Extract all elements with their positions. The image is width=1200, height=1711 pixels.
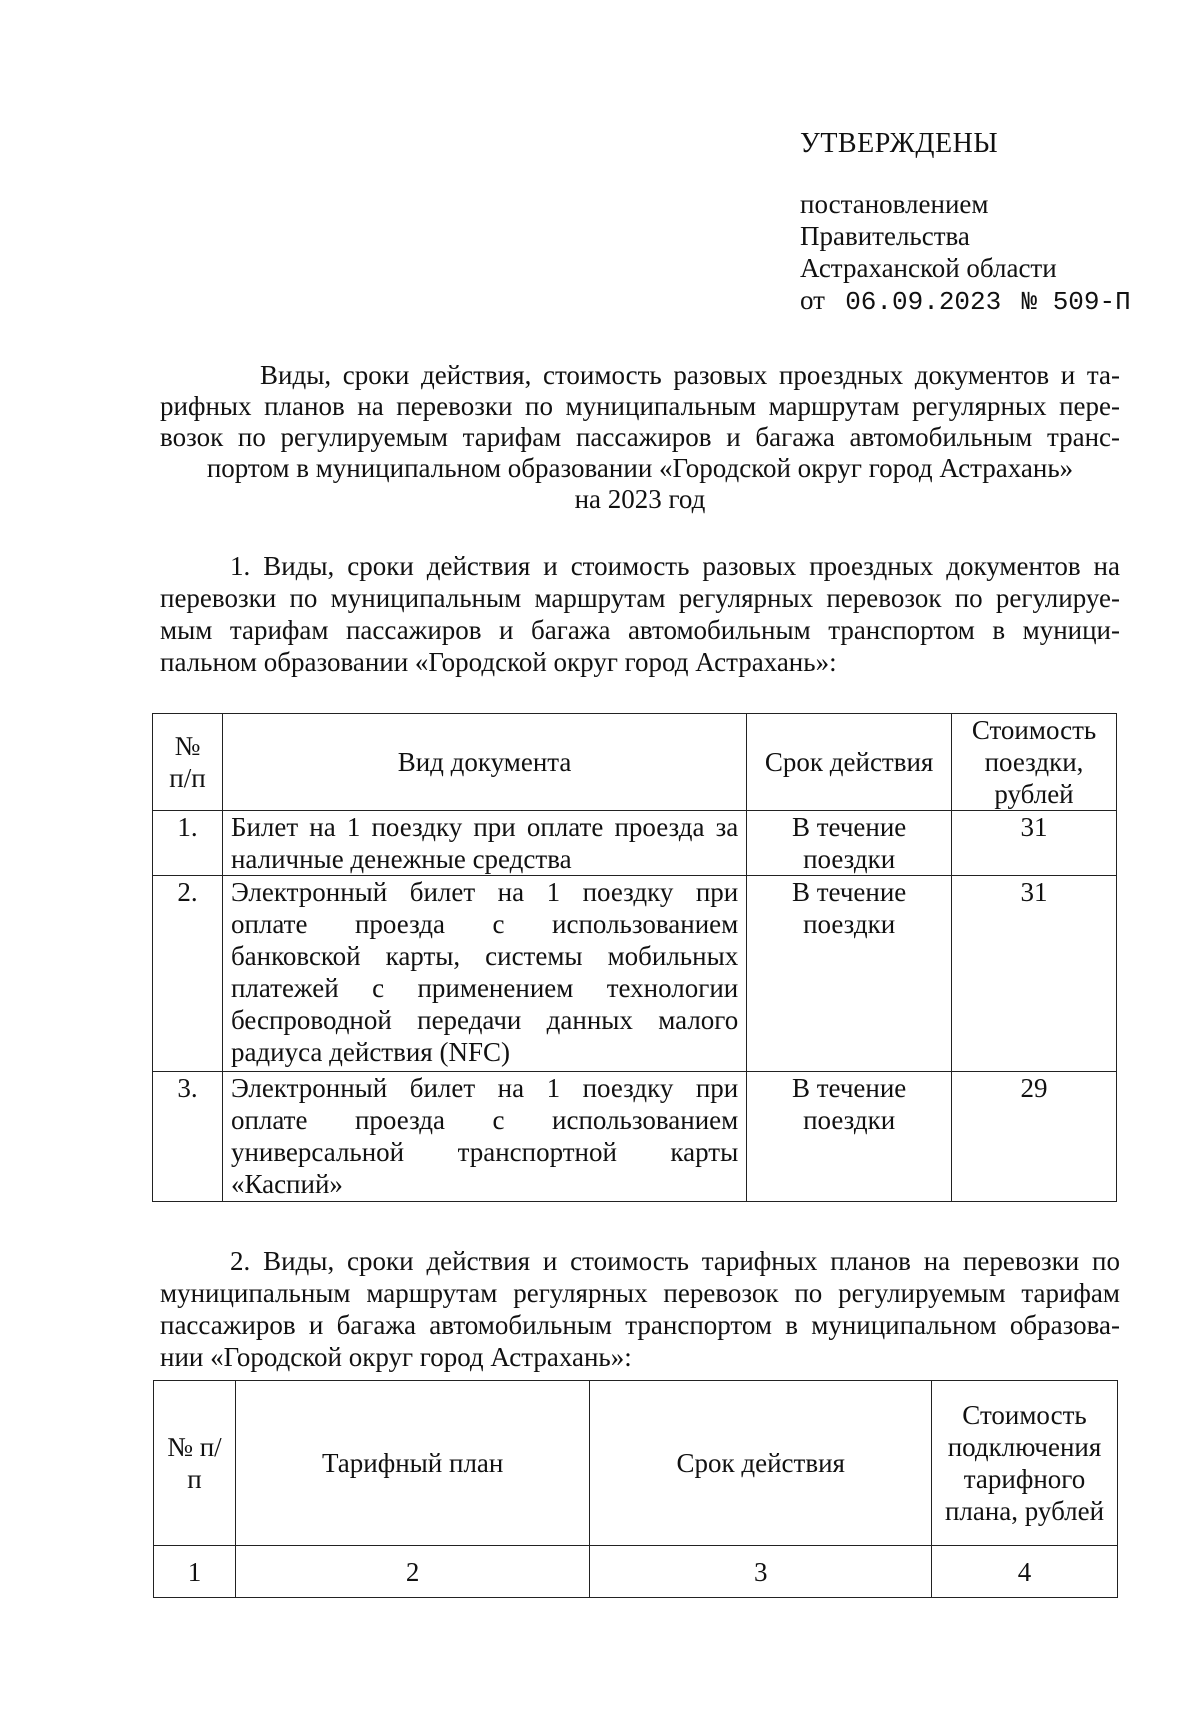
table-row xyxy=(153,1072,1117,1202)
row-document-type: Билет на 1 поездку при оплате проезда за наличные денежные средства xyxy=(222,811,746,876)
title-line-4: портом в муниципальном образовании «Городской округ город Астрахань» xyxy=(206,453,1074,483)
table-header-row xyxy=(153,714,1117,811)
single-ticket-table xyxy=(152,713,1117,1202)
row-validity: В течение поездки xyxy=(747,1072,952,1202)
section-2-paragraph xyxy=(160,1245,1120,1373)
row-cost: 31 xyxy=(952,876,1117,1072)
row-number: 2. xyxy=(153,876,223,1072)
row-document-type: Электронный билет на 1 поездку при оплате проезда с использованием банковской карты, системы мобильных платежей с применением технологии беспроводной передачи данных малого радиуса действия (NFC) xyxy=(222,876,746,1072)
header-connection-cost: Стоимость подключения тарифного плана, рублей xyxy=(932,1381,1118,1546)
header-number: № п/п xyxy=(153,714,223,811)
approval-date-line xyxy=(800,284,1131,318)
row-number: 1. xyxy=(153,811,223,876)
approval-date: 06.09.2023 xyxy=(845,287,1002,317)
table-row xyxy=(153,876,1117,1072)
section-2-line-1: 2. Виды, сроки действия и стоимость тарифных планов на перевозки по xyxy=(230,1246,1120,1276)
row-cost: 29 xyxy=(952,1072,1117,1202)
table-row xyxy=(153,811,1117,876)
approval-line-2: Правительства xyxy=(800,221,970,251)
section-1-line-2: перевозки по муниципальным маршрутам регулярных перевозок по регулируе- xyxy=(160,583,1120,613)
title-line-5: на 2023 год xyxy=(574,484,706,514)
index-cell: 3 xyxy=(590,1546,932,1598)
row-validity: В течение поездки xyxy=(747,811,952,876)
index-cell: 1 xyxy=(154,1546,236,1598)
section-1-paragraph xyxy=(160,550,1120,678)
index-cell: 4 xyxy=(932,1546,1118,1598)
title-line-1: Виды, сроки действия, стоимость разовых проездных документов и та- xyxy=(260,360,1120,390)
approval-from: от xyxy=(800,285,825,315)
row-document-type: Электронный билет на 1 поездку при оплате проезда с использованием универсальной транспортной карты «Каспий» xyxy=(222,1072,746,1202)
section-2-line-2: муниципальным маршрутам регулярных перевозок по регулируемым тарифам xyxy=(160,1278,1120,1308)
approval-number: № 509-П xyxy=(1021,287,1131,317)
approval-line-1: постановлением xyxy=(800,189,989,219)
approval-heading: УТВЕРЖДЕНЫ xyxy=(800,128,999,159)
document-title xyxy=(160,360,1120,515)
section-2-line-3: пассажиров и багажа автомобильным транспортом в муниципальном образова- xyxy=(160,1310,1120,1340)
title-line-3: возок по регулируемым тарифам пассажиров и багажа автомобильным транс- xyxy=(160,422,1120,452)
header-validity: Срок действия xyxy=(590,1381,932,1546)
section-1-line-1: 1. Виды, сроки действия и стоимость разовых проездных документов на xyxy=(230,551,1120,581)
header-number: № п/п xyxy=(154,1381,236,1546)
approval-stamp xyxy=(800,128,1131,318)
approval-line-3: Астраханской области xyxy=(800,253,1057,283)
header-document-type: Вид документа xyxy=(222,714,746,811)
header-validity: Срок действия xyxy=(747,714,952,811)
table-header-row xyxy=(154,1381,1118,1546)
table-index-row xyxy=(154,1546,1118,1598)
header-tariff-plan: Тарифный план xyxy=(235,1381,590,1546)
row-cost: 31 xyxy=(952,811,1117,876)
row-number: 3. xyxy=(153,1072,223,1202)
row-validity: В течение поездки xyxy=(747,876,952,1072)
title-line-2: рифных планов на перевозки по муниципальным маршрутам регулярных пере- xyxy=(160,391,1120,421)
section-1-line-4: пальном образовании «Городской округ город Астрахань»: xyxy=(160,647,837,677)
section-1-line-3: мым тарифам пассажиров и багажа автомобильным транспортом в муници- xyxy=(160,615,1120,645)
index-cell: 2 xyxy=(235,1546,590,1598)
header-trip-cost: Стоимость поездки, рублей xyxy=(952,714,1117,811)
tariff-plan-table xyxy=(153,1380,1118,1598)
section-2-line-4: нии «Городской округ город Астрахань»: xyxy=(160,1342,632,1372)
